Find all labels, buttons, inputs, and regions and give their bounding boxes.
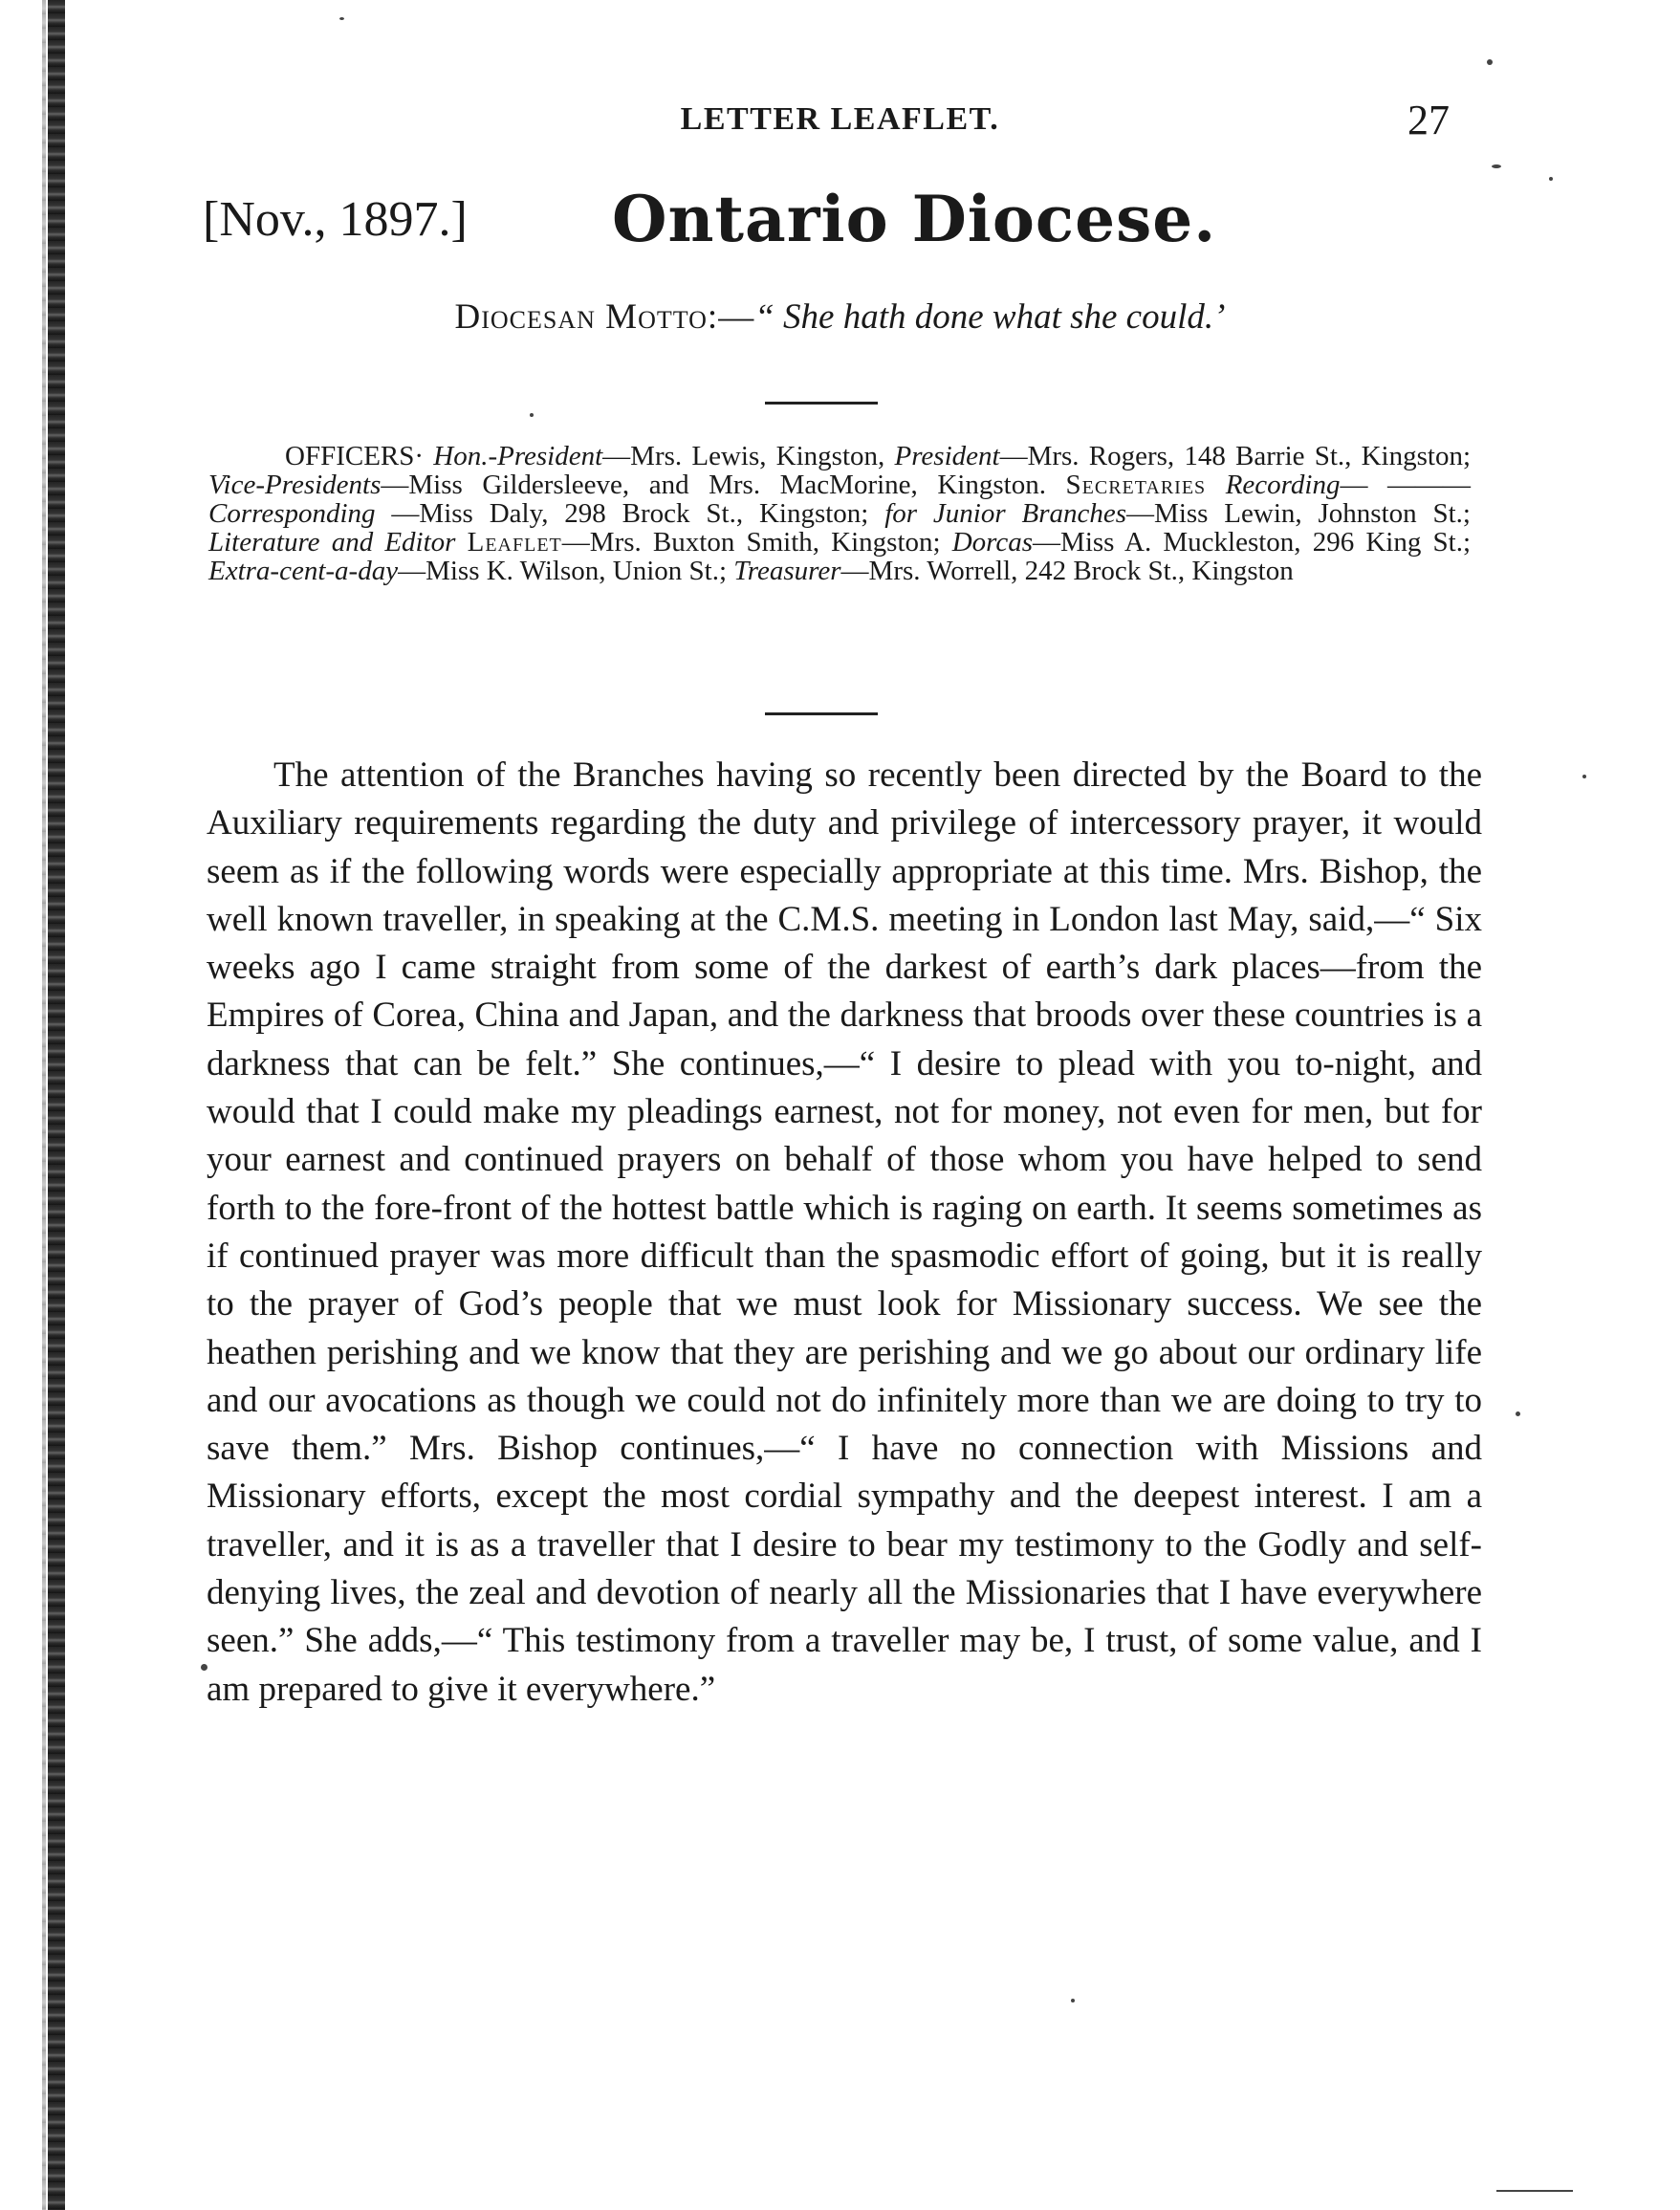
scan-speck xyxy=(1582,775,1586,778)
officers-list: OFFICERS· Hon.-President—Mrs. Lewis, Kingston, President—Mrs. Rogers, 148 Barrie St., Kingston; Vice-Presidents—Miss Gildersleeve, and Mrs. MacMorine, Kingston. Secretaries Recording— ——— Corresponding —Miss Daly, 298 Brock St., Kingston; for Junior Branches—Miss Lewin, Johnston St.; Literature and Editor Leaflet—Mrs. Buxton Smith, Kingston; Dorcas—Miss A. Muckleston, 296 King St.; Extra-cent-a-day—Miss K. Wilson, Union St.; Treasurer—Mrs. Worrell, 242 Brock St., Kingston xyxy=(208,441,1472,586)
scan-speck xyxy=(1516,1411,1520,1416)
divider-rule-top xyxy=(765,402,878,405)
motto-label: Diocesan Motto:— xyxy=(454,297,755,337)
scan-speck xyxy=(1496,2190,1573,2192)
diocesan-motto xyxy=(0,296,1680,338)
motto-quote: “ She hath done what she could.’ xyxy=(754,297,1226,337)
scan-speck xyxy=(1487,59,1493,65)
page-number: 27 xyxy=(1407,97,1450,143)
diocese-title: Ontario Diocese. xyxy=(612,182,1217,256)
scan-speck xyxy=(530,413,534,417)
running-title: LETTER LEAFLET. xyxy=(680,101,1000,137)
scan-speck xyxy=(1549,177,1553,181)
scan-speck xyxy=(1071,1999,1075,2002)
body-paragraph: The attention of the Branches having so recently been directed by the Board to the Auxiliary requirements regarding the duty and privilege of intercessory prayer, it would seem as if the following words were especially appropriate at this time. Mrs. Bishop, the well known traveller, in speaking at the C.M.S. meeting in London last May, said,—“ Six weeks ago I came straight from some of the darkest of earth’s dark places—from the Empires of Corea, China and Japan, and the darkness that broods over these countries is a darkness that can be felt.” She continues,—“ I desire to plead with you to-night, and would that I could make my pleadings earnest, not for money, not even for men, but for your earnest and continued prayers on behalf of those whom you have helped to send forth to the fore-front of the hottest battle which is raging on earth. It seems sometimes as if continued prayer was more difficult than the spasmodic effort of going, but it is really to the prayer of God’s people that we must look for Missionary success. We see the heathen perishing and we know that they are perishing and we go about our ordinary life and our avocations as though we could not do infinitely more than we are doing to try to save them.” Mrs. Bishop continues,—“ I have no connection with Missions and Missionary efforts, except the most cordial sympathy and the deepest interest. I am a traveller, and it is as a traveller that I desire to bear my testimony to the Godly and self-denying lives, the zeal and devotion of nearly all the Missionaries that I have everywhere seen.” She adds,—“ This testimony from a traveller may be, I trust, of some value, and I am prepared to give it everywhere.” xyxy=(207,755,1482,1709)
divider-rule-bottom xyxy=(765,712,878,715)
scan-speck xyxy=(201,1664,207,1671)
issue-date: [Nov., 1897.] xyxy=(203,192,468,247)
scan-speck xyxy=(339,17,344,20)
scan-speck xyxy=(1492,164,1501,168)
